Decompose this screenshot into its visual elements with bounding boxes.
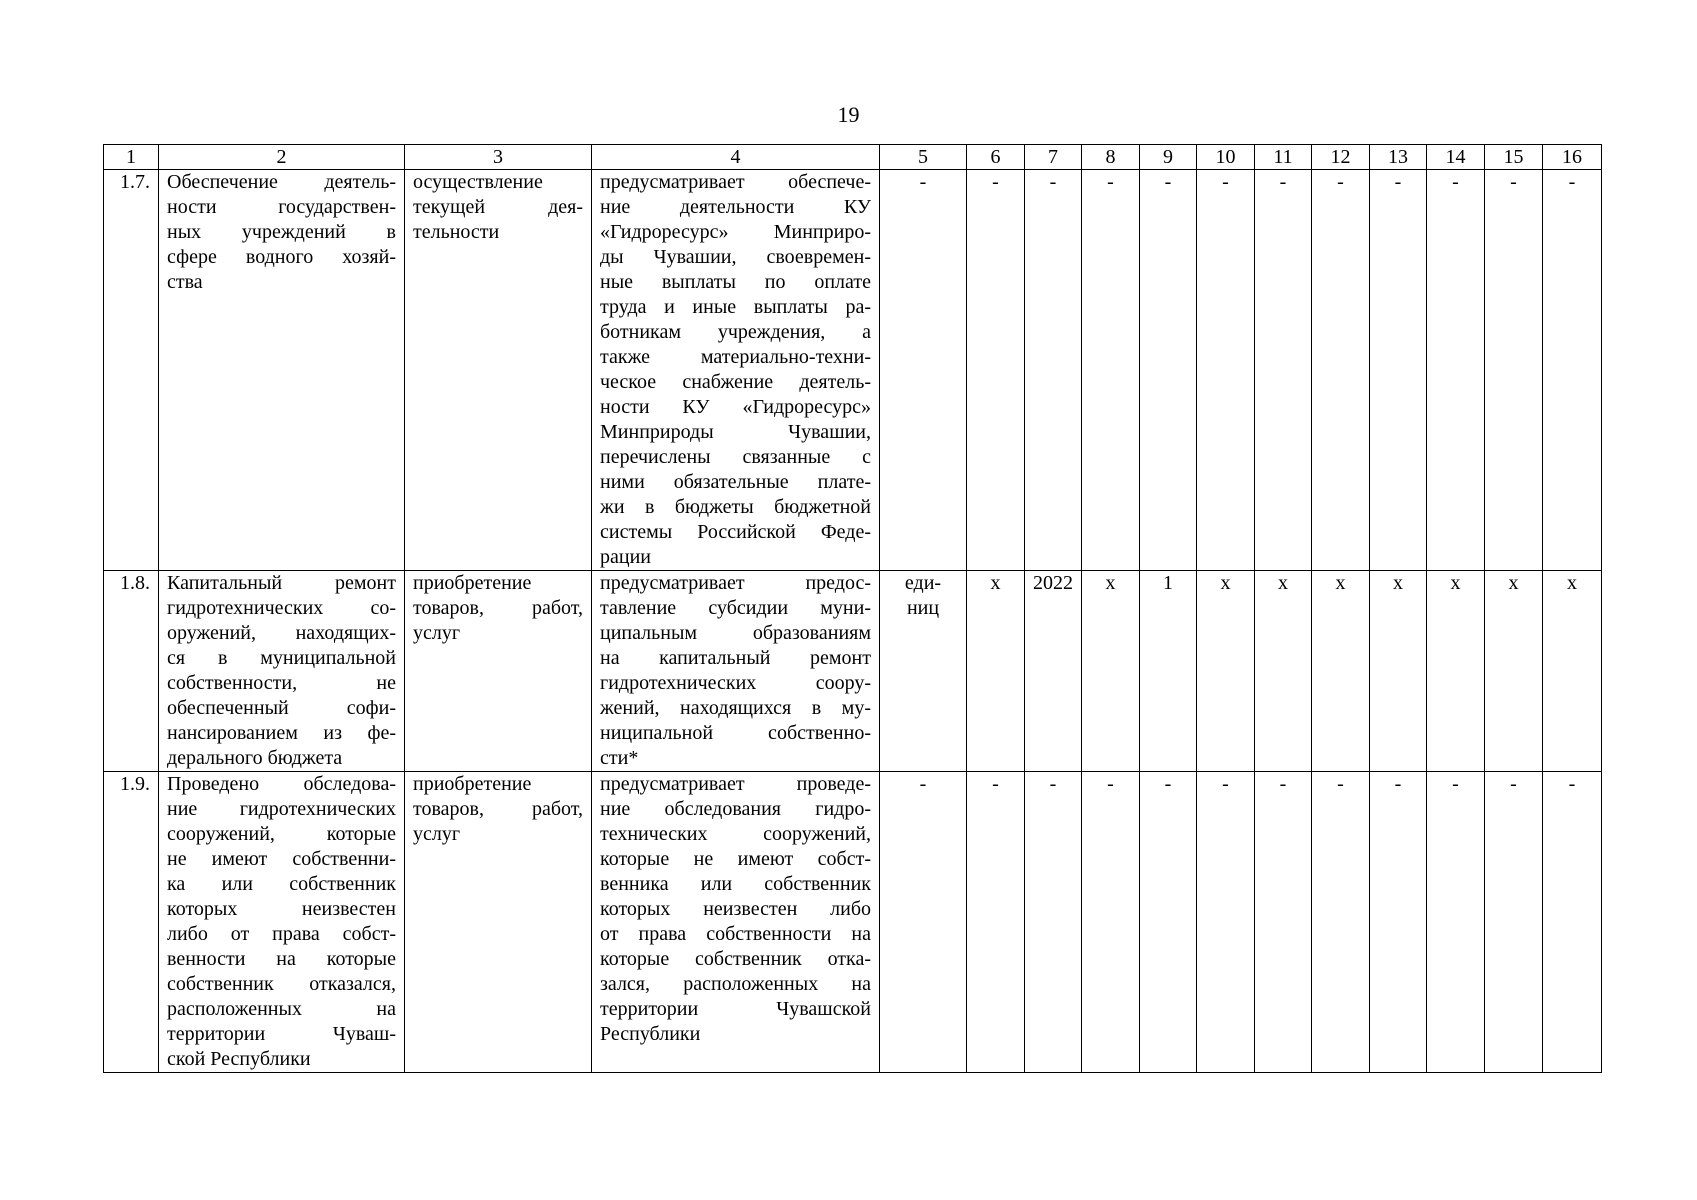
measure-description-line: жи в бюджеты бюджетной — [600, 496, 871, 518]
value-cell-col-11: x — [1255, 571, 1312, 772]
value-cell-col-16: - — [1543, 772, 1602, 1073]
measure-description-line: Минприроды Чувашии, — [600, 421, 871, 443]
unit-line: - — [919, 171, 927, 193]
table-row — [104, 571, 1602, 772]
measure-description-line: ческое снабжение деятель- — [600, 371, 871, 393]
value-cell-col-16: - — [1543, 170, 1602, 571]
measure-type — [405, 571, 592, 772]
column-number-10: 10 — [1197, 145, 1255, 170]
measure-name-line: ства — [167, 271, 203, 293]
measure-name-line: расположенных на — [167, 998, 396, 1020]
value-cell-col-13: - — [1370, 170, 1427, 571]
value-cell-col-12: x — [1312, 571, 1370, 772]
measure-name — [159, 571, 405, 772]
measure-type-line: услуг — [413, 622, 461, 644]
column-number-5: 5 — [880, 145, 967, 170]
column-number-7: 7 — [1025, 145, 1082, 170]
column-number-4: 4 — [592, 145, 880, 170]
row-number: 1.8. — [104, 571, 159, 772]
value-cell-col-6: - — [967, 772, 1025, 1073]
measure-name-line: сфере водного хозяй- — [167, 246, 396, 268]
measure-description-line: ные выплаты по оплате — [600, 271, 871, 293]
measure-description-line: также материально-техни- — [600, 346, 871, 368]
column-number-2: 2 — [159, 145, 405, 170]
measure-name-line: ка или собственник — [167, 873, 396, 895]
measure-description-line: от права собственности на — [600, 923, 871, 945]
value-cell-col-10: x — [1197, 571, 1255, 772]
column-number-1: 1 — [104, 145, 159, 170]
value-cell-col-13: x — [1370, 571, 1427, 772]
value-cell-col-14: - — [1427, 772, 1485, 1073]
column-number-15: 15 — [1485, 145, 1543, 170]
unit-cell — [880, 772, 967, 1073]
measure-description-line: сти* — [600, 747, 639, 769]
measure-name-line: ние гидротехнических — [167, 798, 396, 820]
value-cell-col-16: x — [1543, 571, 1602, 772]
measure-description — [592, 571, 880, 772]
measure-name-line: не имеют собственни- — [167, 848, 396, 870]
measure-description-line: ниципальной собственно- — [600, 722, 871, 744]
measure-description-line: системы Российской Феде- — [600, 521, 871, 543]
value-cell-col-7: - — [1025, 772, 1082, 1073]
column-number-13: 13 — [1370, 145, 1427, 170]
measure-name-line: гидротехнических со- — [167, 597, 396, 619]
measure-type-line: услуг — [413, 823, 461, 845]
measure-name-line: либо от права собст- — [167, 923, 396, 945]
unit-line: - — [919, 773, 927, 795]
measure-description — [592, 170, 880, 571]
measure-name-line: сооружений, которые — [167, 823, 396, 845]
value-cell-col-15: - — [1485, 772, 1543, 1073]
column-number-3: 3 — [405, 145, 592, 170]
measure-description-line: предусматривает обеспече- — [600, 171, 871, 193]
measure-description-line: «Гидроресурс» Минприро- — [600, 221, 871, 243]
measure-type-line: осуществление — [413, 171, 543, 193]
value-cell-col-11: - — [1255, 170, 1312, 571]
page-number: 19 — [837, 102, 860, 127]
value-cell-col-9: - — [1140, 170, 1197, 571]
value-cell-col-6: - — [967, 170, 1025, 571]
measure-type-line: товаров, работ, — [413, 798, 583, 820]
measure-description — [592, 772, 880, 1073]
value-cell-col-13: - — [1370, 772, 1427, 1073]
measure-description-line: ципальным образованиям — [600, 622, 871, 644]
column-number-11: 11 — [1255, 145, 1312, 170]
measure-type-line: текущей дея- — [413, 196, 583, 218]
measure-description-line: ние деятельности КУ — [600, 196, 871, 218]
unit-line: еди- — [904, 572, 942, 594]
measure-description-line: которые собственник отка- — [600, 948, 871, 970]
measure-description-line: ботникам учреждения, а — [600, 321, 871, 343]
measure-description-line: ды Чувашии, своевремен- — [600, 246, 871, 268]
measure-name-line: ных учреждений в — [167, 221, 396, 243]
unit-cell — [880, 571, 967, 772]
measure-description-line: технических сооружений, — [600, 823, 871, 845]
measure-name — [159, 772, 405, 1073]
measure-name-line: ности государствен- — [167, 196, 396, 218]
value-cell-col-6: x — [967, 571, 1025, 772]
measure-name-line: ся в муниципальной — [167, 647, 396, 669]
measure-description-line: труда и иные выплаты ра- — [600, 296, 871, 318]
value-cell-col-9: 1 — [1140, 571, 1197, 772]
measure-type-line: товаров, работ, — [413, 597, 583, 619]
column-number-9: 9 — [1140, 145, 1197, 170]
measure-description-line: Республики — [600, 1023, 701, 1045]
measure-description-line: гидротехнических соору- — [600, 672, 871, 694]
measure-type-line: приобретение — [413, 773, 532, 795]
unit-cell — [880, 170, 967, 571]
column-number-8: 8 — [1082, 145, 1140, 170]
value-cell-col-10: - — [1197, 772, 1255, 1073]
value-cell-col-8: - — [1082, 170, 1140, 571]
value-cell-col-14: - — [1427, 170, 1485, 571]
measure-description-line: которые не имеют собст- — [600, 848, 871, 870]
value-cell-col-8: - — [1082, 772, 1140, 1073]
measure-description-line: жений, находящихся в му- — [600, 697, 871, 719]
measure-name-line: территории Чуваш- — [167, 1023, 396, 1045]
measure-type-line: тельности — [413, 221, 500, 243]
measure-name-line: венности на которые — [167, 948, 396, 970]
measure-description-line: на капитальный ремонт — [600, 647, 871, 669]
measure-description-line: зался, расположенных на — [600, 973, 871, 995]
measure-name-line: Капитальный ремонт — [167, 572, 396, 594]
measure-name-line: оружений, находящих- — [167, 622, 396, 644]
column-number-16: 16 — [1543, 145, 1602, 170]
program-measures-table — [103, 144, 1602, 1073]
measure-description-line: рации — [600, 546, 651, 568]
measure-type — [405, 772, 592, 1073]
value-cell-col-15: - — [1485, 170, 1543, 571]
measure-name-line: нансированием из фе- — [167, 722, 396, 744]
measure-description-line: территории Чувашской — [600, 998, 871, 1020]
unit-line: ниц — [906, 597, 940, 619]
row-number: 1.9. — [104, 772, 159, 1073]
table-row — [104, 170, 1602, 571]
value-cell-col-15: x — [1485, 571, 1543, 772]
measure-description-line: ними обязательные плате- — [600, 471, 871, 493]
measure-description-line: тавление субсидии муни- — [600, 597, 871, 619]
measure-name-line: собственности, не — [167, 672, 396, 694]
column-number-14: 14 — [1427, 145, 1485, 170]
value-cell-col-8: x — [1082, 571, 1140, 772]
value-cell-col-12: - — [1312, 170, 1370, 571]
measure-name-line: дерального бюджета — [167, 747, 343, 769]
value-cell-col-7: - — [1025, 170, 1082, 571]
measure-description-line: перечислены связанные с — [600, 446, 871, 468]
measure-name-line: ской Республики — [167, 1048, 311, 1070]
column-number-12: 12 — [1312, 145, 1370, 170]
measure-name-line: обеспеченный софи- — [167, 697, 396, 719]
measure-name-line: которых неизвестен — [167, 898, 396, 920]
value-cell-col-10: - — [1197, 170, 1255, 571]
value-cell-col-11: - — [1255, 772, 1312, 1073]
column-number-header-row — [104, 145, 1602, 170]
value-cell-col-9: - — [1140, 772, 1197, 1073]
measure-name-line: Обеспечение деятель- — [167, 171, 396, 193]
measure-description-line: предусматривает предос- — [600, 572, 871, 594]
measure-name — [159, 170, 405, 571]
measure-description-line: ние обследования гидро- — [600, 798, 871, 820]
measure-type — [405, 170, 592, 571]
table-row — [104, 772, 1602, 1073]
measure-type-line: приобретение — [413, 572, 532, 594]
measure-description-line: которых неизвестен либо — [600, 898, 871, 920]
measure-name-line: Проведено обследова- — [167, 773, 396, 795]
column-number-6: 6 — [967, 145, 1025, 170]
row-number: 1.7. — [104, 170, 159, 571]
value-cell-col-12: - — [1312, 772, 1370, 1073]
measure-description-line: ности КУ «Гидроресурс» — [600, 396, 871, 418]
value-cell-col-14: x — [1427, 571, 1485, 772]
measure-description-line: предусматривает проведе- — [600, 773, 871, 795]
measure-description-line: венника или собственник — [600, 873, 871, 895]
measure-name-line: собственник отказался, — [167, 973, 396, 995]
value-cell-col-7: 2022 — [1025, 571, 1082, 772]
